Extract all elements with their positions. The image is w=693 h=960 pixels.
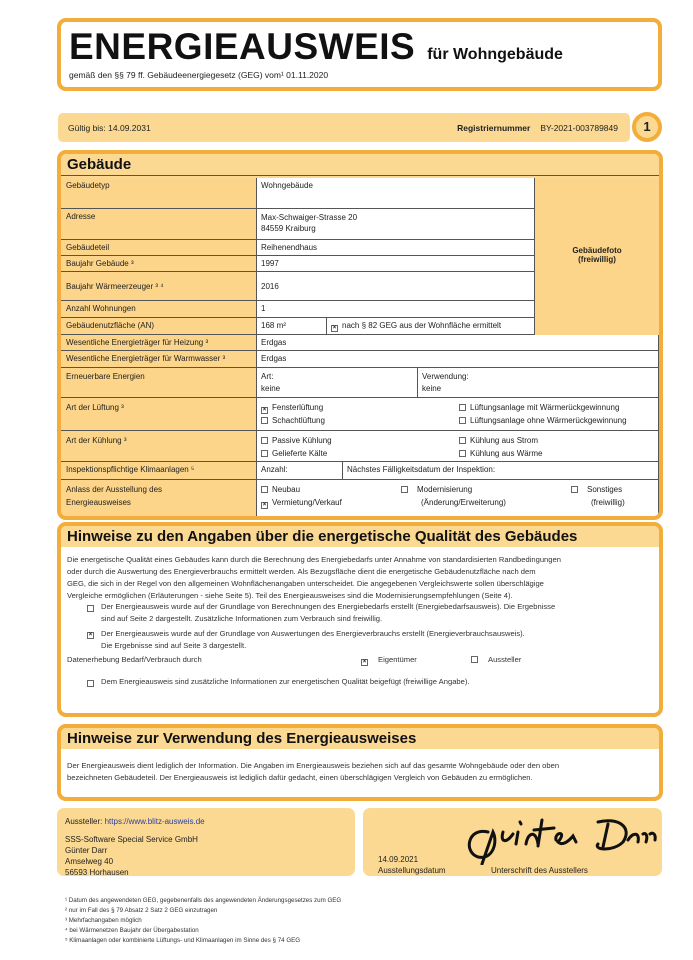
row-value: Wohngebäude <box>257 178 535 208</box>
usage-section <box>57 724 663 801</box>
table-row <box>61 318 535 335</box>
row-label: Art der Kühlung ³ <box>61 431 257 461</box>
row-label: Inspektionspflichtige Klimaanlagen ⁵ <box>61 462 257 479</box>
data-collection-label: Datenerhebung Bedarf/Verbrauch durch <box>67 655 202 664</box>
option-label: Neubau <box>272 485 301 494</box>
issuer-label: Aussteller: <box>65 817 103 826</box>
building-section <box>57 150 663 520</box>
row-value: 1997 <box>257 256 535 271</box>
row-label: Adresse <box>61 209 257 239</box>
document-title: ENERGIEAUSWEIS <box>69 26 416 67</box>
option-text: Die Ergebnisse sind auf Seite 3 dargestellt. <box>101 641 247 650</box>
art-value: keine <box>261 384 281 393</box>
usage-text: bezeichneten Gebäudeteil. Der Energieausweis ist lediglich dafür gedacht, einen überschlägigen Vergleich von Gebäuden zu ermöglichen. <box>67 773 533 782</box>
footnote: ¹ Datum des angewendeten GEG, gegebenenfalls des angewendeten Änderungsgesetzes zum GEG <box>65 897 342 904</box>
title-line <box>69 26 563 68</box>
intro-line: GEG, die sich in der Regel von den allgemeinen Wohnflächenangaben unterscheidet. Die angegebenen Vergleichswerte sollen überschlägige <box>67 579 544 588</box>
row-label: Gebäudetyp <box>61 178 257 208</box>
row-label: Baujahr Wärmeerzeuger ³ ⁴ <box>61 272 257 300</box>
checkbox[interactable] <box>459 437 466 444</box>
checkbox-checked[interactable] <box>361 659 368 666</box>
document-subtitle: für Wohngebäude <box>427 46 563 63</box>
option-text: sind auf Seite 2 dargestellt. Zusätzliche Informationen zum Verbrauch sind freiwillig. <box>101 614 383 623</box>
row-label: Anlass der Ausstellung des <box>66 485 163 494</box>
table-row <box>61 178 535 209</box>
row-label: Erneuerbare Energien <box>61 368 257 397</box>
row-label: Art der Lüftung ³ <box>61 398 257 430</box>
row-label-cont: Energieausweises <box>66 498 131 507</box>
checkbox[interactable] <box>571 486 578 493</box>
registration-label: Registriernummer <box>457 123 531 133</box>
option-label: Lüftungsanlage mit Wärmerückgewinnung <box>470 403 620 412</box>
option-label: Kühlung aus Strom <box>470 436 539 445</box>
issuer-street: Amselweg 40 <box>65 857 114 866</box>
checkbox[interactable] <box>459 417 466 424</box>
option-label-cont: (freiwillig) <box>591 498 625 507</box>
due-date-label: Nächstes Fälligkeitsdatum der Inspektion: <box>343 462 659 479</box>
notes-section <box>57 522 663 717</box>
issuer-city: 56593 Horhausen <box>65 868 129 877</box>
issuer-box <box>57 808 355 876</box>
section-heading: Hinweise zu den Angaben über die energetische Qualität des Gebäudes <box>61 526 659 547</box>
table-row <box>61 462 659 480</box>
row-value: 2016 <box>257 272 535 300</box>
option-text: Der Energieausweis wurde auf der Grundlage von Auswertungen des Energieverbrauchs erstellt (Energieverbrauchsausweis). <box>101 629 525 638</box>
section-heading: Hinweise zur Verwendung des Energieausweises <box>61 728 659 749</box>
checkbox[interactable] <box>471 656 478 663</box>
count-label: Anzahl: <box>257 462 343 479</box>
usage-text: Der Energieausweis dient lediglich der Information. Die Angaben im Energieausweis beziehen sich auf das gesamte Wohngebäude oder den oben <box>67 761 560 770</box>
option-label: Lüftungsanlage ohne Wärmerückgewinnung <box>470 416 627 425</box>
row-label: Anzahl Wohnungen <box>61 301 257 317</box>
option-text: Der Energieausweis wurde auf der Grundlage von Berechnungen des Energiebedarfs erstellt (Energiebedarfsausweis). Die Ergebnisse <box>101 602 556 611</box>
table-row <box>61 256 535 272</box>
intro-line: Die energetische Qualität eines Gebäudes kann durch die Berechnung des Energiebedarfs unter Annahme von standardisierten Randbedingungen <box>67 555 561 564</box>
signature-box <box>363 808 662 876</box>
table-row <box>61 209 535 240</box>
footnote: ⁵ Klimaanlagen oder kombinierte Lüftungs- und Klimaanlagen im Sinne des § 74 GEG <box>65 937 301 944</box>
photo-label: Gebäudefoto <box>572 246 622 255</box>
signature <box>458 810 658 865</box>
art-label: Art: <box>261 372 274 381</box>
footnotes <box>65 896 341 946</box>
page-number-badge: 1 <box>632 112 662 142</box>
issuer-name: Günter Darr <box>65 846 108 855</box>
option-label-cont: (Änderung/Erweiterung) <box>421 498 506 507</box>
table-row <box>61 368 659 398</box>
signature-label: Unterschrift des Ausstellers <box>491 866 588 875</box>
use-value: keine <box>422 384 442 393</box>
row-value: 168 m² <box>257 318 327 334</box>
issuer-option: Aussteller <box>488 655 522 664</box>
checkbox[interactable] <box>459 450 466 457</box>
table-row <box>61 351 659 368</box>
intro-line: oder durch die Auswertung des Energieverbrauchs ermittelt werden. Als Bezugsfläche dient die energetische Gebäudenutzfläche nach dem <box>67 567 536 576</box>
row-label: Gebäudeteil <box>61 240 257 255</box>
option-label: Vermietung/Verkauf <box>272 498 342 507</box>
option-label: Kühlung aus Wärme <box>470 449 543 458</box>
issuer-link[interactable]: https://www.blitz-ausweis.de <box>104 817 205 826</box>
checkbox[interactable] <box>87 605 94 612</box>
checkbox[interactable] <box>261 437 268 444</box>
option-label: Modernisierung <box>417 485 473 494</box>
checkbox[interactable] <box>261 450 268 457</box>
title-box <box>57 18 662 91</box>
row-value: 1 <box>257 301 535 317</box>
option-label: Passive Kühlung <box>272 436 332 445</box>
address-line-2: 84559 Kraiburg <box>261 224 316 233</box>
option-label: Gelieferte Kälte <box>272 449 328 458</box>
valid-until: Gültig bis: 14.09.2031 <box>68 123 151 133</box>
table-row <box>61 398 659 431</box>
table-row <box>61 272 535 301</box>
row-value: Reihenendhaus <box>257 240 535 255</box>
row-value: Erdgas <box>257 351 659 367</box>
footnote: ⁴ bei Wärmenetzen Baujahr der Übergabestation <box>65 927 199 934</box>
row-value: Erdgas <box>257 335 659 350</box>
table-row <box>61 480 659 520</box>
extra-info-text: Dem Energieausweis sind zusätzliche Informationen zur energetischen Qualität beigefügt (freiwillige Angabe). <box>101 677 470 686</box>
footnote: ³ Mehrfachangaben möglich <box>65 917 142 924</box>
checkbox[interactable] <box>261 417 268 424</box>
row-label: Wesentliche Energieträger für Warmwasser ³ <box>61 351 257 367</box>
intro-line: Vergleiche ermöglichen (Erläuterungen - siehe Seite 5). Teil des Energieausweises sind die Modernisierungsempfehlungen (Seite 4). <box>67 591 513 600</box>
area-note: nach § 82 GEG aus der Wohnfläche ermittelt <box>342 321 502 330</box>
checkbox[interactable] <box>261 486 268 493</box>
law-reference: gemäß den §§ 79 ff. Gebäudeenergiegesetz (GEG) vom¹ 01.11.2020 <box>69 70 329 80</box>
table-row <box>61 431 659 462</box>
use-label: Verwendung: <box>422 372 469 381</box>
row-label: Wesentliche Energieträger für Heizung ³ <box>61 335 257 350</box>
table-row <box>61 335 659 351</box>
row-label: Gebäudenutzfläche (AN) <box>61 318 257 334</box>
photo-optional: (freiwillig) <box>578 255 616 264</box>
checkbox-checked[interactable] <box>261 502 268 509</box>
checkbox-checked[interactable] <box>261 407 268 414</box>
building-photo-placeholder <box>535 178 659 335</box>
option-label: Fensterlüftung <box>272 403 324 412</box>
checkbox[interactable] <box>459 404 466 411</box>
option-label: Schachtlüftung <box>272 416 325 425</box>
validity-bar <box>58 113 630 142</box>
issue-date-label: Ausstellungsdatum <box>378 866 446 875</box>
issue-date: 14.09.2021 <box>378 855 419 864</box>
table-row <box>61 301 535 318</box>
table-row <box>61 240 535 256</box>
footnote: ² nur im Fall des § 79 Absatz 2 Satz 2 GEG einzutragen <box>65 907 218 914</box>
option-label: Sonstiges <box>587 485 623 494</box>
checkbox-checked[interactable] <box>87 632 94 639</box>
checkbox[interactable] <box>401 486 408 493</box>
checkbox-checked[interactable] <box>331 325 338 332</box>
section-heading: Gebäude <box>61 154 659 176</box>
address-line-1: Max-Schwaiger-Strasse 20 <box>261 213 358 222</box>
checkbox[interactable] <box>87 680 94 687</box>
issuer-company: SSS-Software Special Service GmbH <box>65 835 198 844</box>
registration-number: BY-2021-003789849 <box>540 123 618 133</box>
owner-option: Eigentümer <box>378 655 417 664</box>
row-label: Baujahr Gebäude ³ <box>61 256 257 271</box>
